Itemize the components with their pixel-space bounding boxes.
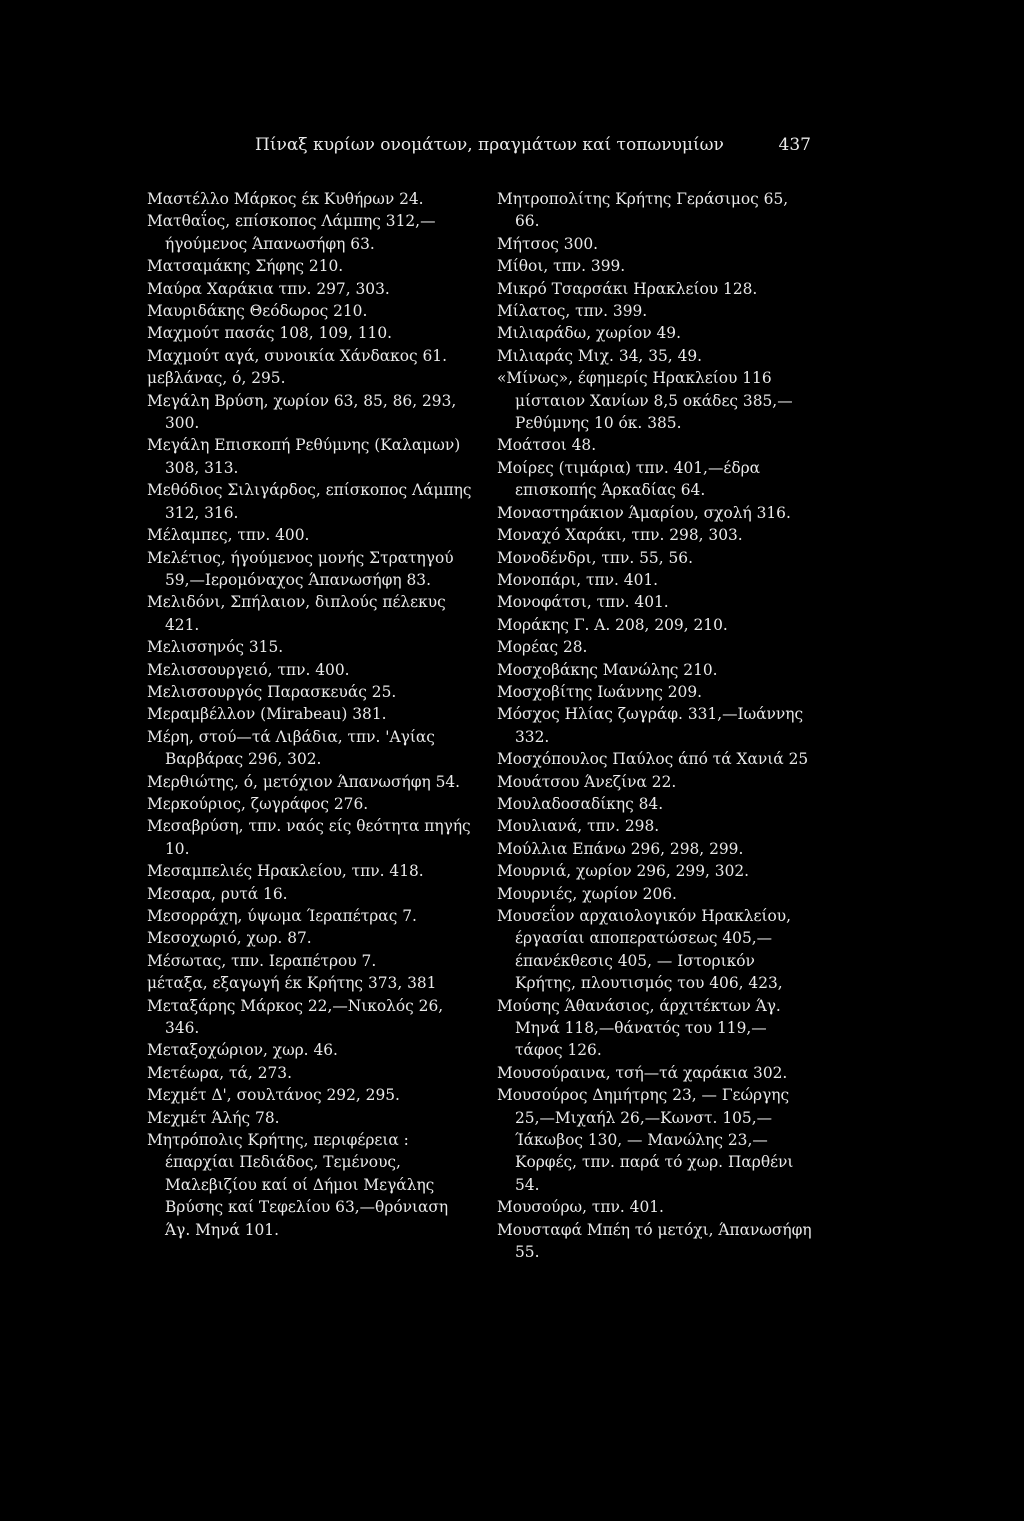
- index-entry: Μουσούραινα, τσή—τά χαράκια 302.: [497, 1063, 788, 1082]
- index-entry: «Μίνως», έφημερίς Ηρακλείου 116 μίσταιον Χανίων 8,5 οκάδες 385,— Ρεθύμνης 10 όκ. 385.: [497, 369, 793, 433]
- index-entry: Μουάτσου Άνεζίνα 22.: [497, 772, 677, 791]
- index-entry: Μαστέλλο Μάρκος έκ Κυθήρων 24.: [147, 190, 424, 208]
- index-entry: Μεταξοχώριον, χωρ. 46.: [147, 1041, 338, 1060]
- index-entry: Μελισσουργειό, τπν. 400.: [147, 660, 350, 679]
- index-entry: Μοσχόπουλος Παύλος άπό τά Χανιά 25: [497, 750, 809, 769]
- header-title: Πίναξ κυρίων ονομάτων, πραγμάτων καί τοπωνυμίων: [255, 135, 724, 155]
- index-entry: μέταξα, εξαγωγή έκ Κρήτης 373, 381: [147, 974, 437, 993]
- index-entry: Μοσχοβάκης Μανώλης 210.: [497, 660, 718, 679]
- index-entry: Μουσούρω, τπν. 401.: [497, 1198, 664, 1217]
- index-entry: Μονοδένδρι, τπν. 55, 56.: [497, 548, 693, 567]
- index-entry: Μέλαμπες, τπν. 400.: [147, 526, 310, 545]
- index-entry: Μοναχό Χαράκι, τπν. 298, 303.: [497, 526, 743, 545]
- index-entry: Μοσχοβίτης Ιωάννης 209.: [497, 682, 703, 701]
- index-column-left: [147, 188, 477, 1241]
- index-entry: Μονοπάρι, τπν. 401.: [497, 570, 659, 589]
- index-entry: Μερκούριος, ζωγράφος 276.: [147, 794, 369, 813]
- index-entry: Μοίρες (τιμάρια) τπν. 401,—έδρα επισκοπής Άρκαδίας 64.: [497, 458, 761, 500]
- index-entry: Ματθαΐος, επίσκοπος Λάμπης 312,— ήγούμενος Άπανωσήφη 63.: [147, 212, 436, 253]
- index-entry: Μόσχος Ηλίας ζωγράφ. 331,—Ιωάννης 332.: [497, 705, 804, 746]
- index-entry: Μεχμέτ Δ', σουλτάνος 292, 295.: [147, 1086, 400, 1105]
- index-entry: Μελισσουργός Παρασκευάς 25.: [147, 682, 397, 701]
- page-number: 437: [778, 135, 811, 155]
- index-entry: Μέρη, στού—τά Λιβάδια, τπν. 'Αγίας Βαρβάρας 296, 302.: [147, 727, 435, 769]
- index-entry: Μουλιανά, τπν. 298.: [497, 817, 660, 836]
- index-entry: Ματσαμάκης Σήφης 210.: [147, 257, 344, 276]
- index-entry: Μιλιαράδω, χωρίον 49.: [497, 324, 681, 343]
- index-entry: Μοναστηράκιον Άμαρίου, σχολή 316.: [497, 503, 791, 522]
- index-entry: Μελιδόνι, Σπήλαιον, διπλούς πέλεκυς 421.: [147, 593, 446, 634]
- index-entry: Μουρνιές, χωρίον 206.: [497, 884, 677, 903]
- index-entry: Μαχμούτ πασάς 108, 109, 110.: [147, 324, 393, 343]
- index-entry: Μελέτιος, ήγούμενος μονής Στρατηγού 59,—Ιερομόναχος Άπανωσήφη 83.: [147, 548, 454, 589]
- index-entry: Μεθόδιος Σιλιγάρδος, επίσκοπος Λάμπης 312, 316.: [147, 481, 472, 522]
- index-entry: Μαύρα Χαράκια τπν. 297, 303.: [147, 279, 390, 298]
- index-entry: Μοάτσοι 48.: [497, 436, 597, 455]
- index-entry: Μούσης Άθανάσιος, άρχιτέκτων Άγ. Μηνά 118,—θάνατός του 119,— τάφος 126.: [497, 996, 781, 1060]
- index-entry: Μεταξάρης Μάρκος 22,—Νικολός 26, 346.: [147, 996, 444, 1038]
- index-entry: Μελισσηνός 315.: [147, 638, 284, 657]
- index-entry: Μεσορράχη, ύψωμα Ίεραπέτρας 7.: [147, 907, 417, 925]
- index-entry: Μονοφάτσι, τπν. 401.: [497, 593, 669, 612]
- index-entry: Μερθιώτης, ό, μετόχιον Άπανωσήφη 54.: [147, 772, 461, 791]
- running-header: [255, 131, 811, 159]
- index-entry: Μικρό Τσαρσάκι Ηρακλείου 128.: [497, 279, 758, 298]
- index-entry: Μιλιαράς Μιχ. 34, 35, 49.: [497, 346, 703, 365]
- index-entry: Μητρόπολις Κρήτης, περιφέρεια : έπαρχίαι Πεδιάδος, Τεμένους, Μαλεβιζίου καί οί Δήμοι Μεγάλης Βρύσης καί Τεφελίου 63,—θρόνιαση Άγ. Μηνά 101.: [147, 1131, 449, 1239]
- index-entry: Μίλατος, τπν. 399.: [497, 302, 648, 321]
- index-entry: Μαχμούτ αγά, συνοικία Χάνδακος 61.: [147, 346, 447, 365]
- index-entry: Μετέωρα, τά, 273.: [147, 1063, 292, 1082]
- index-entry: Μούλλια Επάνω 296, 298, 299.: [497, 839, 744, 858]
- index-entry: Μήτσος 300.: [497, 234, 599, 253]
- index-entry: Μεχμέτ Άλής 78.: [147, 1108, 280, 1127]
- index-entry: Μίθοι, τπν. 399.: [497, 257, 626, 276]
- index-entry: Μουσεΐον αρχαιολογικόν Ηρακλείου, έργασίαι αποπερατώσεως 405,— έπανέκθεσις 405, — Ιστορικόν Κρήτης, πλουτισμός του 406, 423,: [497, 907, 792, 993]
- index-entry: Μητροπολίτης Κρήτης Γεράσιμος 65, 66.: [497, 190, 789, 231]
- index-entry: Μέσωτας, τπν. Ιεραπέτρου 7.: [147, 951, 377, 970]
- index-entry: Μορέας 28.: [497, 638, 588, 657]
- index-entry: Μεγάλη Επισκοπή Ρεθύμνης (Καλαμων) 308, 313.: [147, 436, 461, 477]
- index-entry: Μουλαδοσαδίκης 84.: [497, 794, 664, 813]
- index-entry: Μεσαρα, ρυτά 16.: [147, 884, 288, 903]
- index-entry: Μουσταφά Μπέη τό μετόχι, Άπανωσήφη 55.: [497, 1220, 812, 1262]
- index-entry: μεβλάνας, ό, 295.: [147, 369, 286, 388]
- index-column-right: [497, 188, 817, 1264]
- index-entry: Μοράκης Γ. Α. 208, 209, 210.: [497, 615, 728, 634]
- index-entry: Μουσούρος Δημήτρης 23, — Γεώργης 25,—Μιχαήλ 26,—Κωνστ. 105,— Ίάκωβος 130, — Μανώλης 23,— Κορφές, τπν. παρά τό χωρ. Παρθένι 54.: [497, 1086, 794, 1194]
- index-entry: Μεσοχωριό, χωρ. 87.: [147, 929, 312, 948]
- index-entry: Μεγάλη Βρύση, χωρίον 63, 85, 86, 293, 300.: [147, 391, 457, 433]
- index-entry: Μεσαβρύση, τπν. ναός είς θεότητα πηγής 10.: [147, 817, 471, 858]
- index-entry: Μεραμβέλλον (Mirabeau) 381.: [147, 705, 387, 724]
- index-entry: Μουρνιά, χωρίον 296, 299, 302.: [497, 862, 750, 881]
- index-entry: Μαυριδάκης Θεόδωρος 210.: [147, 302, 368, 321]
- index-entry: Μεσαμπελιές Ηρακλείου, τπν. 418.: [147, 862, 424, 881]
